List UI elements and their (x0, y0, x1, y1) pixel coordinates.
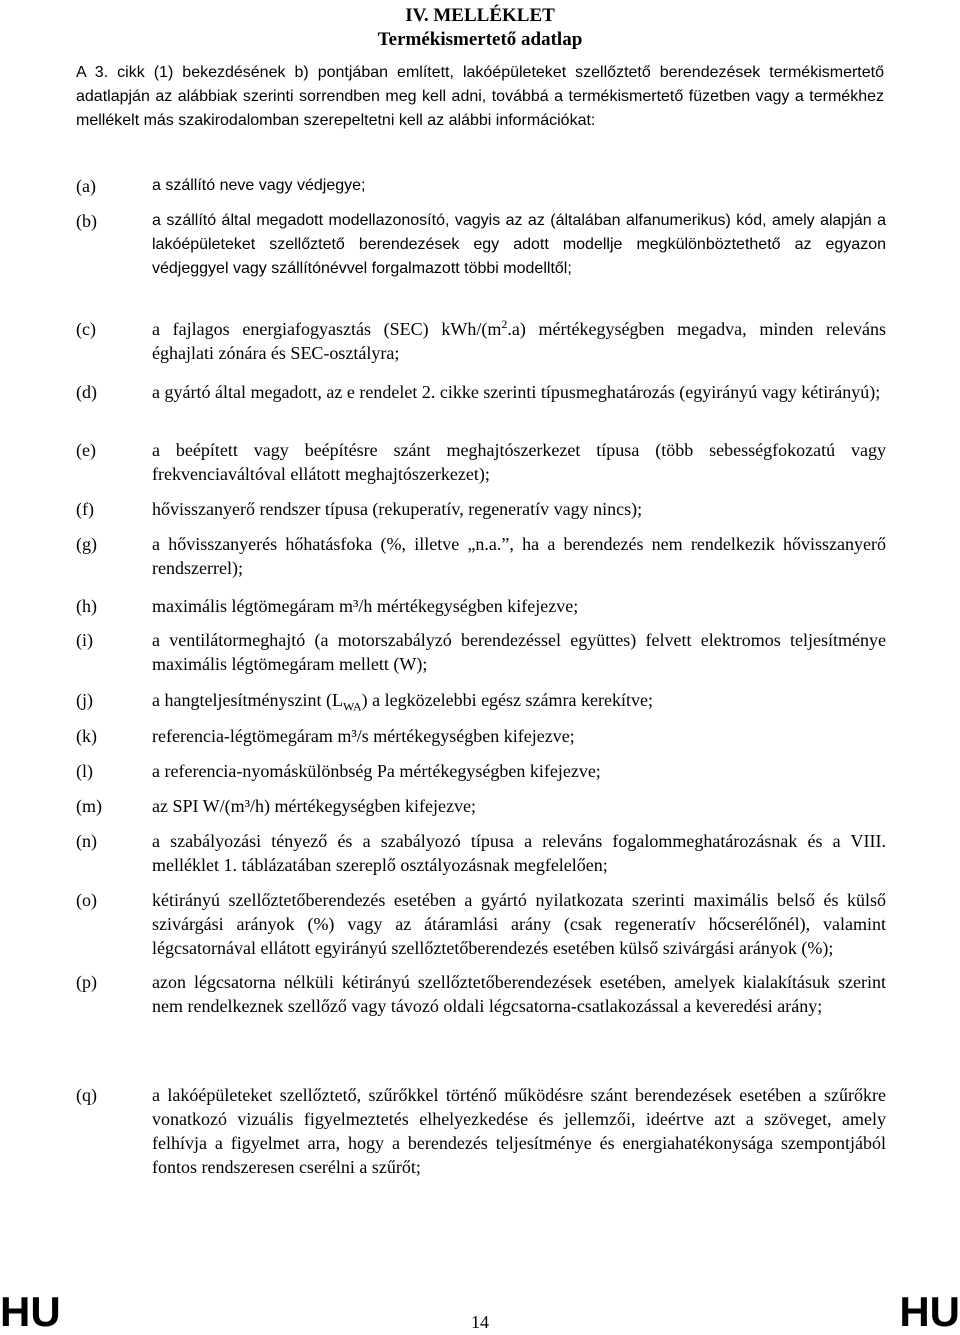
list-item-label: (j) (76, 690, 93, 710)
list-item-text: a hangteljesítményszint $(L_{WA})$ a legközelebbi egész számra kerekítve; (152, 690, 653, 714)
list-item-m (76, 794, 886, 818)
list-item-g (76, 532, 886, 580)
annex-heading: IV. MELLÉKLET (405, 5, 555, 26)
list-item-label: (h) (76, 596, 97, 616)
page-number: 14 (471, 1312, 489, 1332)
list-item-text: a beépített vagy beépítésre szánt meghajtószerkezet típusa (több sebességfokozatú vagy frekvenciaváltóval ellátott meghajtószerkezet); (152, 440, 886, 484)
list-item-label: (b) (76, 211, 97, 231)
list-item-label: (g) (76, 534, 97, 554)
list-item-d (76, 380, 886, 404)
list-item-k (76, 724, 886, 748)
list-item-text: a ventilátormeghajtó (a motorszabályzó berendezéssel együttes) felvett elektromos teljesítménye maximális légtömegáram mellett (W); (152, 630, 886, 674)
list-item-label: (c) (76, 319, 96, 339)
list-item-text: a hővisszanyerés hőhatásfoka (%, illetve „n.a.”, ha a berendezés nem rendelkezik hővisszanyerő rendszerrel); (152, 534, 886, 578)
list-item-o (76, 888, 886, 960)
list-item-text: az SPI W/(m³/h) mértékegységben kifejezve; (152, 796, 476, 816)
list-item-n (76, 829, 886, 877)
list-item-l (76, 759, 886, 783)
list-item-label: (k) (76, 726, 97, 746)
list-item-text: azon légcsatorna nélküli kétirányú szellőztetőberendezések esetében, amelyek kialakításuk szerint nem rendelkeznek szellőző vagy távozó oldali légcsatorna-csatlakozással a keveredési arány; (152, 972, 886, 1016)
list-item-b (76, 209, 886, 281)
list-item-label: (p) (76, 972, 97, 992)
list-item-label: (a) (76, 176, 96, 196)
footer-language-right: HU (899, 1288, 960, 1335)
list-item-text: a fajlagos energiafogyasztás (SEC) kWh/$(m^2.a)$ mértékegységben megadva, minden releváns éghajlati zónára és SEC-osztályra; (152, 317, 886, 363)
list-item-p (76, 970, 886, 1018)
list-item-text: a szabályozási tényező és a szabályozó típusa a releváns fogalommeghatározásnak és a VIII. melléklet 1. táblázatában szereplő osztályozásnak megfelelően; (152, 831, 886, 875)
list-item-label: (f) (76, 499, 94, 519)
list-item-text: a szállító neve vagy védjegye; (152, 177, 366, 194)
list-item-f (76, 497, 886, 521)
list-item-label: (i) (76, 630, 93, 650)
list-item-label: (n) (76, 831, 97, 851)
list-item-text: maximális légtömegáram m³/h mértékegységben kifejezve; (152, 596, 579, 616)
footer-language-left: HU (0, 1288, 61, 1335)
list-item-h (76, 594, 886, 618)
list-item-text: kétirányú szellőztetőberendezés esetében a gyártó nyilatkozata szerinti maximális belső és külső szivárgási arányok (%) vagy az átáramlási arány (csak regeneratív hőcserélőnél), valamint légcsatornával ellátott egyirányú szellőztetőberendezés esetében külső szivárgási arányok (%); (152, 890, 886, 958)
list-item-c (76, 317, 886, 365)
list-item-text: referencia-légtömegáram m³/s mértékegységben kifejezve; (152, 726, 575, 746)
list-item-label: (o) (76, 890, 97, 910)
list-item-a (76, 174, 886, 198)
list-item-i (76, 628, 886, 676)
list-item-label: (l) (76, 761, 93, 781)
list-item-text: a referencia-nyomáskülönbség Pa mértékegységben kifejezve; (152, 761, 601, 781)
page-title: Termékismertető adatlap (377, 29, 583, 50)
list-item-text: a gyártó által megadott, az e rendelet 2. cikke szerinti típusmeghatározás (egyirányú vagy kétirányú); (152, 382, 881, 402)
list-item-q (76, 1083, 886, 1179)
list-item-text: a szállító által megadott modellazonosító, vagyis az az (általában alfanumerikus) kód, amely alapján a lakóépületeket szellőztető berendezések egy adott modellje megkülönböztethető az egyazon védjeggyel vagy szállítónévvel forgalmazott többi modelltől; (152, 212, 886, 277)
list-item-label: (q) (76, 1085, 97, 1105)
list-item-e (76, 438, 886, 486)
list-item-label: (e) (76, 440, 96, 460)
intro-paragraph: A 3. cikk (1) bekezdésének b) pontjában említett, lakóépületeket szellőztető berendezések termékismertető adatlapján az alábbiak szerinti sorrendben meg kell adni, továbbá a termékismertető füzetben vagy a termékhez mellékelt más szakirodalomban szerepeltetni kell az alábbi információkat: (76, 64, 884, 129)
list-item-text: hővisszanyerő rendszer típusa (rekuperatív, regeneratív vagy nincs); (152, 499, 643, 519)
list-item-j (76, 688, 886, 712)
list-item-text: a lakóépületeket szellőztető, szűrőkkel történő működésre szánt berendezések esetében a szűrőkre vonatkozó vizuális figyelmeztetés elhelyezkedése és jellemzői, ideértve azt a szöveget, amely felhívja a figyelmet arra, hogy a berendezés teljesítménye és energiahatékonysága szempontjából fontos rendszeresen cserélni a szűrőt; (152, 1085, 886, 1177)
list-item-label: (d) (76, 382, 97, 402)
list-item-label: (m) (76, 796, 102, 816)
